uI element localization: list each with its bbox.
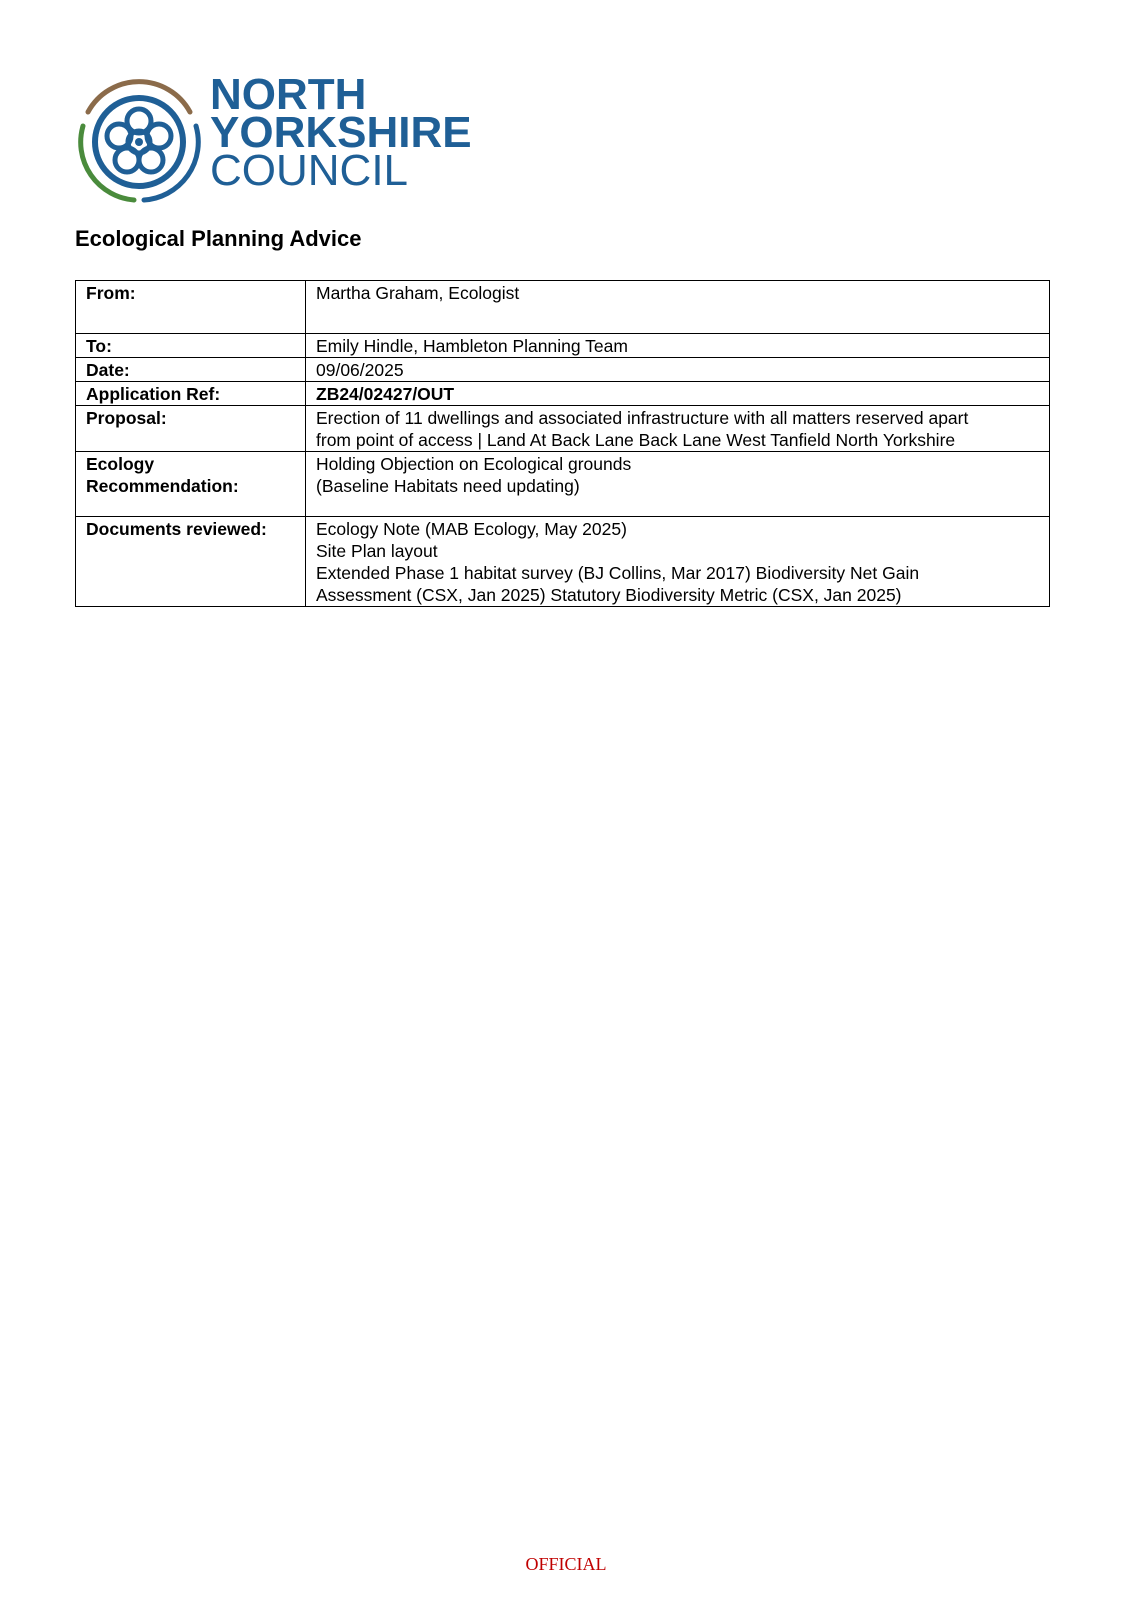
application-ref-label: Application Ref: (76, 382, 306, 406)
ecology-recommendation-value (306, 452, 1050, 517)
rec-label-line: Ecology (86, 454, 155, 474)
row-date (76, 358, 1050, 382)
row-to (76, 334, 1050, 358)
document-line: Ecology Note (MAB Ecology, May 2025) (316, 519, 627, 539)
document-line: Site Plan layout (316, 541, 438, 561)
to-value: Emily Hindle, Hambleton Planning Team (306, 334, 1050, 358)
row-ecology-recommendation (76, 452, 1050, 517)
rec-label-line: Recommendation: (86, 476, 239, 496)
document-line: Assessment (CSX, Jan 2025) Statutory Biodiversity Metric (CSX, Jan 2025) (316, 585, 902, 605)
date-value: 09/06/2025 (306, 358, 1050, 382)
from-value: Martha Graham, Ecologist (306, 281, 1050, 334)
logo-line-north: NORTH (210, 70, 367, 119)
rose-emblem-icon (74, 74, 204, 210)
proposal-value (306, 406, 1050, 452)
date-label: Date: (76, 358, 306, 382)
proposal-line: Erection of 11 dwellings and associated infrastructure with all matters reserved apart (316, 408, 969, 428)
recommendation-line: Holding Objection on Ecological grounds (316, 454, 632, 474)
council-logo (74, 70, 474, 210)
proposal-label: Proposal: (76, 406, 306, 452)
logo-line-yorkshire: YORKSHIRE (210, 108, 472, 157)
logo-wordmark (210, 70, 472, 195)
advice-details-table (75, 280, 1050, 607)
proposal-line: from point of access | Land At Back Lane Back Lane West Tanfield North Yorkshire (316, 430, 956, 450)
logo-line-council: COUNCIL (210, 146, 409, 195)
documents-reviewed-value (306, 517, 1050, 607)
document-title: Ecological Planning Advice (75, 226, 362, 251)
row-documents-reviewed (76, 517, 1050, 607)
documents-reviewed-label: Documents reviewed: (76, 517, 306, 607)
recommendation-line: (Baseline Habitats need updating) (316, 476, 580, 496)
ecology-recommendation-label (76, 452, 306, 517)
row-application-ref (76, 382, 1050, 406)
row-proposal (76, 406, 1050, 452)
application-ref-value: ZB24/02427/OUT (306, 382, 1050, 406)
classification-footer: OFFICIAL (525, 1554, 607, 1574)
document-line: Extended Phase 1 habitat survey (BJ Collins, Mar 2017) Biodiversity Net Gain (316, 563, 920, 583)
to-label: To: (76, 334, 306, 358)
from-label: From: (76, 281, 306, 334)
row-from (76, 281, 1050, 334)
